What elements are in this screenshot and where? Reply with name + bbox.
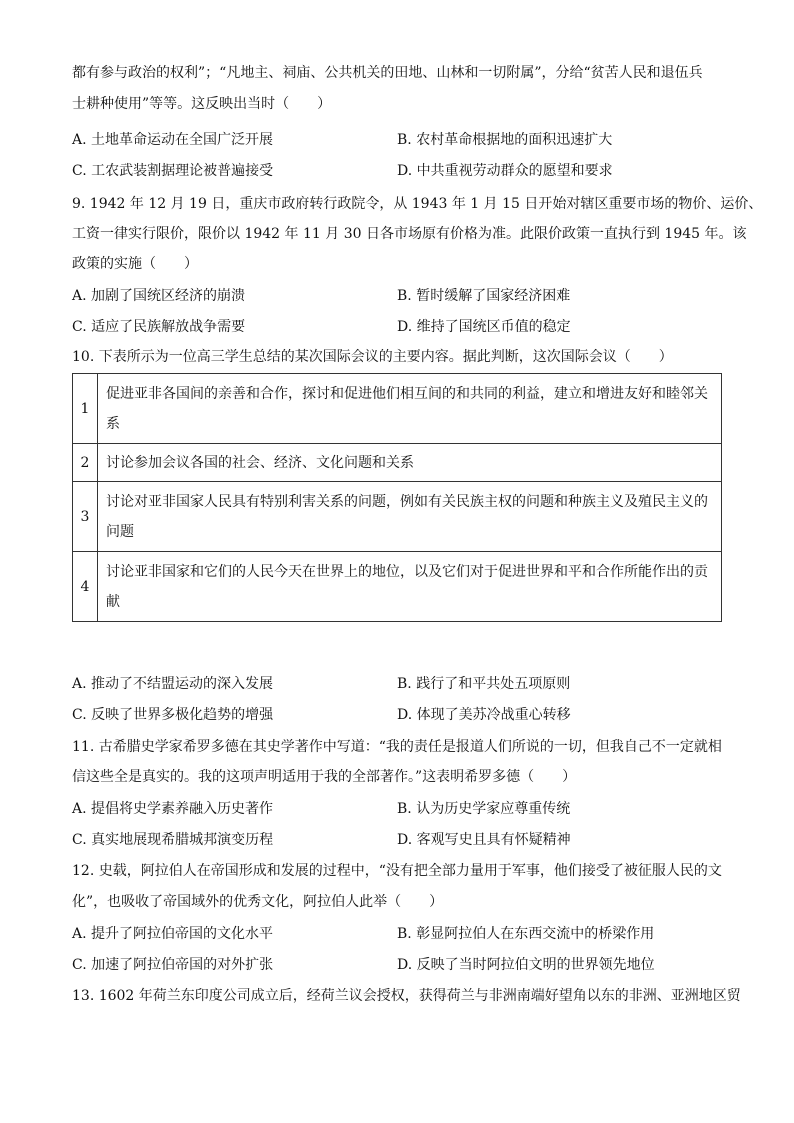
q12-line-1: 12. 史载，阿拉伯人在帝国形成和发展的过程中，“没有把全部力量用于军事，他们接受了被征服人民的文 [72,863,722,879]
q8-line-2: 士耕种使用”等等。这反映出当时（ ） [72,96,332,112]
table-row-number: 3 [73,482,98,552]
q10-option-c[interactable]: C. 反映了世界多极化趋势的增强 [72,707,274,723]
q9-option-d[interactable]: D. 维持了国统区币值的稳定 [397,319,571,335]
q8-option-b[interactable]: B. 农村革命根据地的面积迅速扩大 [397,132,613,148]
q11-option-b[interactable]: B. 认为历史学家应尊重传统 [397,801,571,817]
q11-option-c[interactable]: C. 真实地展现希腊城邦演变历程 [72,832,274,848]
table-row-number: 2 [73,444,98,482]
q11-line-2: 信这些全是真实的。我的这项声明适用于我的全部著作。”这表明希罗多德（ ） [72,769,577,785]
table-row-text: 讨论亚非国家和它们的人民今天在世界上的地位，以及它们对于促进世界和平和合作所能作出的贡献 [98,552,722,622]
q10-option-d[interactable]: D. 体现了美苏冷战重心转移 [397,707,571,723]
q9-line-2: 工资一律实行限价，限价以 1942 年 11 月 30 日各市场原有价格为准。此限价政策一直执行到 1945 年。该 [72,226,747,242]
table-row-text: 讨论对亚非国家人民具有特别利害关系的问题，例如有关民族主权的问题和种族主义及殖民主义的问题 [98,482,722,552]
table-row [73,444,722,482]
table-row [73,482,722,552]
q8-option-c[interactable]: C. 工农武装割据理论被普遍接受 [72,163,274,179]
table-row-number: 1 [73,374,98,444]
q9-line-3: 政策的实施（ ） [72,256,198,272]
q9-option-a[interactable]: A. 加剧了国统区经济的崩溃 [72,288,246,304]
meeting-content-table [72,373,722,622]
table-row-text: 促进亚非各国间的亲善和合作，探讨和促进他们相互间的和共同的利益，建立和增进友好和睦邻关系 [98,374,722,444]
q12-option-b[interactable]: B. 彰显阿拉伯人在东西交流中的桥梁作用 [397,926,655,942]
table-row-number: 4 [73,552,98,622]
q12-line-2: 化”，也吸收了帝国域外的优秀文化，阿拉伯人此举（ ） [72,894,444,910]
q8-option-d[interactable]: D. 中共重视劳动群众的愿望和要求 [397,163,613,179]
q13-line-1: 13. 1602 年荷兰东印度公司成立后，经荷兰议会授权，获得荷兰与非洲南端好望角以东的非洲、亚洲地区贸 [72,988,741,1004]
table-row-text: 讨论参加会议各国的社会、经济、文化问题和关系 [98,444,722,482]
q11-option-d[interactable]: D. 客观写史且具有怀疑精神 [397,832,571,848]
q8-option-a[interactable]: A. 土地革命运动在全国广泛开展 [72,132,274,148]
q10-option-a[interactable]: A. 推动了不结盟运动的深入发展 [72,676,274,692]
table-row [73,552,722,622]
q9-option-c[interactable]: C. 适应了民族解放战争需要 [72,319,246,335]
q10-option-b[interactable]: B. 践行了和平共处五项原则 [397,676,571,692]
q12-option-a[interactable]: A. 提升了阿拉伯帝国的文化水平 [72,926,274,942]
q9-option-b[interactable]: B. 暂时缓解了国家经济困难 [397,288,571,304]
q11-line-1: 11. 古希腊史学家希罗多德在其史学著作中写道：“我的责任是报道人们所说的一切，但我自己不一定就相 [72,739,722,755]
table-row [73,374,722,444]
q12-option-c[interactable]: C. 加速了阿拉伯帝国的对外扩张 [72,957,274,973]
q9-line-1: 9. 1942 年 12 月 19 日，重庆市政府转行政院令，从 1943 年 1 月 15 日开始对辖区重要市场的物价、运价、 [72,196,763,212]
q11-option-a[interactable]: A. 提倡将史学素养融入历史著作 [72,801,274,817]
q8-line-1: 都有参与政治的权利”；“凡地主、祠庙、公共机关的田地、山林和一切附属”，分给“贫苦人民和退伍兵 [72,65,703,81]
q12-option-d[interactable]: D. 反映了当时阿拉伯文明的世界领先地位 [397,957,655,973]
q10-line-1: 10. 下表所示为一位高三学生总结的某次国际会议的主要内容。据此判断，这次国际会议（ ） [72,349,673,365]
